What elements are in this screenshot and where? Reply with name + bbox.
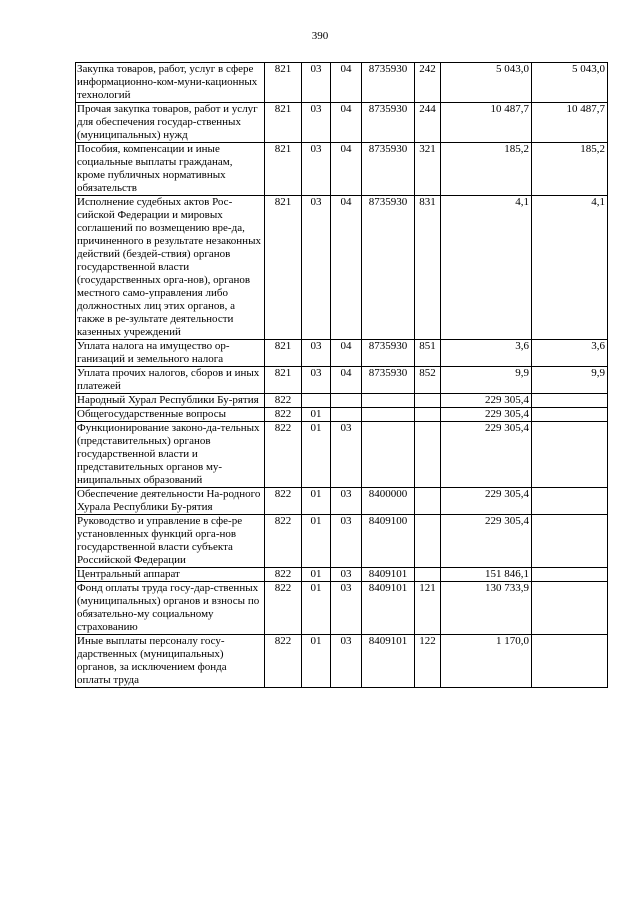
ved-code-cell: 822 <box>265 422 302 488</box>
sum-subvention-cell <box>532 515 608 568</box>
expense-type-code-cell: 321 <box>415 143 441 196</box>
section-code-cell: 03 <box>302 196 331 340</box>
target-article-code-cell: 8735930 <box>362 340 415 367</box>
section-code-cell: 01 <box>302 488 331 515</box>
ved-code-cell: 822 <box>265 488 302 515</box>
sum-total-cell: 229 305,4 <box>441 515 532 568</box>
expense-type-code-cell <box>415 408 441 422</box>
target-article-code-cell: 8409101 <box>362 568 415 582</box>
target-article-code-cell <box>362 408 415 422</box>
subsection-code-cell: 04 <box>331 143 362 196</box>
sum-subvention-cell <box>532 394 608 408</box>
row-name-cell: Иные выплаты персоналу госу-дарственных (муниципальных) органов, за исключением фонда оплаты труда <box>76 635 265 688</box>
target-article-code-cell: 8735930 <box>362 103 415 143</box>
subsection-code-cell: 04 <box>331 63 362 103</box>
sum-total-cell: 10 487,7 <box>441 103 532 143</box>
expense-type-code-cell: 121 <box>415 582 441 635</box>
ved-code-cell: 822 <box>265 408 302 422</box>
subsection-code-cell <box>331 408 362 422</box>
row-name-cell: Прочая закупка товаров, работ и услуг для обеспечения государ-ственных (муниципальных) нужд <box>76 103 265 143</box>
sum-subvention-cell: 9,9 <box>532 367 608 394</box>
sum-subvention-cell <box>532 635 608 688</box>
section-code-cell: 01 <box>302 568 331 582</box>
expense-type-code-cell: 851 <box>415 340 441 367</box>
subsection-code-cell: 03 <box>331 635 362 688</box>
section-code-cell: 01 <box>302 635 331 688</box>
table-body <box>76 63 608 688</box>
section-code-cell: 03 <box>302 367 331 394</box>
section-code-cell: 01 <box>302 422 331 488</box>
table-row <box>76 63 608 103</box>
sum-subvention-cell <box>532 422 608 488</box>
sum-subvention-cell: 4,1 <box>532 196 608 340</box>
sum-subvention-cell: 5 043,0 <box>532 63 608 103</box>
target-article-code-cell: 8735930 <box>362 196 415 340</box>
subsection-code-cell: 04 <box>331 340 362 367</box>
ved-code-cell: 822 <box>265 635 302 688</box>
sum-subvention-cell <box>532 582 608 635</box>
sum-total-cell: 229 305,4 <box>441 408 532 422</box>
expense-type-code-cell <box>415 394 441 408</box>
target-article-code-cell <box>362 394 415 408</box>
sum-subvention-cell <box>532 488 608 515</box>
table-row <box>76 488 608 515</box>
sum-subvention-cell: 10 487,7 <box>532 103 608 143</box>
row-name-cell: Общегосударственные вопросы <box>76 408 265 422</box>
target-article-code-cell: 8735930 <box>362 367 415 394</box>
row-name-cell: Центральный аппарат <box>76 568 265 582</box>
ved-code-cell: 821 <box>265 196 302 340</box>
subsection-code-cell: 04 <box>331 103 362 143</box>
subsection-code-cell: 04 <box>331 196 362 340</box>
ved-code-cell: 822 <box>265 394 302 408</box>
section-code-cell: 03 <box>302 63 331 103</box>
subsection-code-cell: 03 <box>331 568 362 582</box>
table-row <box>76 367 608 394</box>
target-article-code-cell: 8409100 <box>362 515 415 568</box>
target-article-code-cell: 8409101 <box>362 582 415 635</box>
table-row <box>76 515 608 568</box>
sum-total-cell: 9,9 <box>441 367 532 394</box>
sum-subvention-cell: 185,2 <box>532 143 608 196</box>
section-code-cell: 01 <box>302 408 331 422</box>
sum-total-cell: 4,1 <box>441 196 532 340</box>
sum-total-cell: 130 733,9 <box>441 582 532 635</box>
page-number: 390 <box>311 30 329 42</box>
ved-code-cell: 822 <box>265 582 302 635</box>
sum-total-cell: 1 170,0 <box>441 635 532 688</box>
target-article-code-cell: 8400000 <box>362 488 415 515</box>
table-row <box>76 635 608 688</box>
subsection-code-cell: 04 <box>331 367 362 394</box>
expense-type-code-cell: 852 <box>415 367 441 394</box>
table-row <box>76 422 608 488</box>
expense-type-code-cell <box>415 488 441 515</box>
sum-subvention-cell: 3,6 <box>532 340 608 367</box>
row-name-cell: Обеспечение деятельности На-родного Хурала Республики Бу-рятия <box>76 488 265 515</box>
sum-total-cell: 229 305,4 <box>441 394 532 408</box>
table-row <box>76 340 608 367</box>
table-row <box>76 103 608 143</box>
sum-total-cell: 151 846,1 <box>441 568 532 582</box>
ved-code-cell: 822 <box>265 568 302 582</box>
expense-type-code-cell: 244 <box>415 103 441 143</box>
expense-type-code-cell <box>415 515 441 568</box>
target-article-code-cell: 8409101 <box>362 635 415 688</box>
ved-code-cell: 822 <box>265 515 302 568</box>
row-name-cell: Исполнение судебных актов Рос-сийской Федерации и мировых соглашений по возмещению вре-да, причиненного в результате незаконных действий (бездей-ствия) органов государственной власти (государственных орга-нов), органов местного само-управления либо должностных лиц этих органов, а также в ре-зультате деятельности казенных учреждений <box>76 196 265 340</box>
table-row <box>76 143 608 196</box>
sum-subvention-cell <box>532 568 608 582</box>
ved-code-cell: 821 <box>265 63 302 103</box>
table-row <box>76 196 608 340</box>
subsection-code-cell: 03 <box>331 515 362 568</box>
section-code-cell: 03 <box>302 143 331 196</box>
sum-total-cell: 185,2 <box>441 143 532 196</box>
row-name-cell: Фонд оплаты труда госу-дар-ственных (муниципальных) органов и взносы по обязательно-му социальному страхованию <box>76 582 265 635</box>
subsection-code-cell: 03 <box>331 582 362 635</box>
section-code-cell: 03 <box>302 340 331 367</box>
sum-total-cell: 229 305,4 <box>441 488 532 515</box>
target-article-code-cell <box>362 422 415 488</box>
table-row <box>76 582 608 635</box>
sum-total-cell: 5 043,0 <box>441 63 532 103</box>
subsection-code-cell <box>331 394 362 408</box>
expense-type-code-cell <box>415 422 441 488</box>
row-name-cell: Уплата прочих налогов, сборов и иных платежей <box>76 367 265 394</box>
row-name-cell: Функционирование законо-да-тельных (представительных) органов государственной власти и представительных органов му-ниципальных образований <box>76 422 265 488</box>
sum-total-cell: 229 305,4 <box>441 422 532 488</box>
row-name-cell: Закупка товаров, работ, услуг в сфере информационно-ком-муни-кационных технологий <box>76 63 265 103</box>
ved-code-cell: 821 <box>265 103 302 143</box>
section-code-cell: 03 <box>302 103 331 143</box>
sum-total-cell: 3,6 <box>441 340 532 367</box>
row-name-cell: Пособия, компенсации и иные социальные выплаты гражданам, кроме публичных нормативных обязательств <box>76 143 265 196</box>
expense-type-code-cell <box>415 568 441 582</box>
section-code-cell: 01 <box>302 582 331 635</box>
ved-code-cell: 821 <box>265 367 302 394</box>
expense-type-code-cell: 122 <box>415 635 441 688</box>
row-name-cell: Уплата налога на имущество ор-ганизаций и земельного налога <box>76 340 265 367</box>
table-row <box>76 568 608 582</box>
subsection-code-cell: 03 <box>331 488 362 515</box>
ved-code-cell: 821 <box>265 340 302 367</box>
expense-type-code-cell: 831 <box>415 196 441 340</box>
row-name-cell: Руководство и управление в сфе-ре установленных функций орга-нов государственной власти субъекта Российской Федерации <box>76 515 265 568</box>
budget-table <box>75 62 608 688</box>
section-code-cell: 01 <box>302 515 331 568</box>
ved-code-cell: 821 <box>265 143 302 196</box>
row-name-cell: Народный Хурал Республики Бу-рятия <box>76 394 265 408</box>
table-row <box>76 394 608 408</box>
subsection-code-cell: 03 <box>331 422 362 488</box>
table-row <box>76 408 608 422</box>
expense-type-code-cell: 242 <box>415 63 441 103</box>
section-code-cell <box>302 394 331 408</box>
target-article-code-cell: 8735930 <box>362 63 415 103</box>
target-article-code-cell: 8735930 <box>362 143 415 196</box>
sum-subvention-cell <box>532 408 608 422</box>
